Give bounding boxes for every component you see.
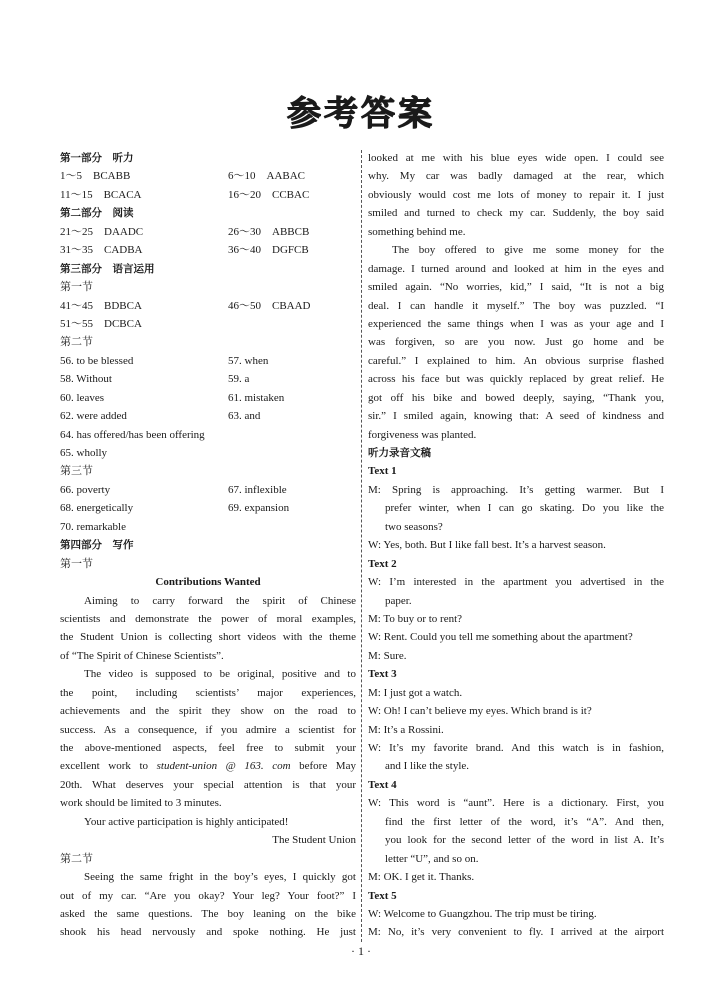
story-line: out of my car. “Are you okay? Your leg? Your foot?” I [60,889,356,902]
answer-row [60,167,356,185]
story-line: asked the same questions. The boy leaning on the bike [60,907,356,920]
dialogue-line: W: Oh! I can’t believe my eyes. Which brand is it? [368,705,592,718]
essay-line: achievements and the spirit they show on the road to [60,705,356,718]
section-heading: 第四部分 写作 [60,539,134,552]
answer-row [60,499,356,517]
answer-row [60,297,356,315]
dialogue-line: M: To buy or to rent? [368,612,463,625]
essay-signature: The Student Union [272,834,356,847]
story-line: sir.” I smiled again, knowing that: A seed of kindness and [368,410,664,423]
dialogue-line: letter “U”, and so on. [385,852,479,865]
dialogue-line: M: Spring is approaching. It’s getting warmer. But I [368,483,664,496]
story-line: forgiveness was planted. [368,428,477,441]
dialogue-line: W: Yes, both. But I like fall best. It’s a harvest season. [368,539,606,552]
answer-cell: 59. a [228,373,250,386]
subsection-heading: 第三节 [60,465,93,478]
page-number: · 1 · [351,944,371,958]
answer-row [60,241,356,259]
essay-text: before May [290,760,356,773]
answer-row: 51～55 DCBCA [60,317,142,330]
section-heading: 听力录音文稿 [368,447,431,459]
answer-cell: 11～15 BCACA [60,188,142,201]
dialogue-line: M: OK. I get it. Thanks. [368,871,475,884]
dialogue-line: M: Sure. [368,649,407,662]
answer-cell: 31～35 CADBA [60,244,143,257]
left-column [60,149,356,942]
answer-cell: 67. inflexible [228,483,287,496]
section-heading: 第一部分 听力 [60,152,134,164]
dialogue-line: prefer winter, when I can go skating. Do you like the [385,502,664,515]
email-address: student-union @ 163. com [156,760,291,773]
answer-row [60,370,356,388]
answer-cell: 63. and [228,410,261,423]
story-line: experienced the same things when I was as your age and I [368,317,664,330]
story-line: deal. I can handle it myself.” The boy was puzzled. “I [368,299,664,312]
dialogue-line: M: I just got a watch. [368,686,463,699]
story-line: smiled again. “No worries, kid,” I said, “It is not a big [368,281,664,294]
page-title: 参考答案 [287,94,435,134]
dialogue-line: paper. [385,594,412,607]
story-line: smiled and turned to check my car. Suddenly, the boy said [368,207,664,220]
answer-cell: 68. energetically [60,502,134,515]
dialogue-line: you look for the second letter of the word in list A. It’s [385,834,664,847]
story-line: careful.” I explained to him. An obvious surprise flashed [368,354,664,367]
answer-cell: 69. expansion [228,502,290,515]
subsection-heading: 第一节 [60,557,93,570]
text-label: Text 2 [368,557,397,570]
answer-cell: 41～45 BDBCA [60,299,142,312]
essay-line: Aiming to carry forward the spirit of Chinese [84,594,356,607]
story-line: was forgiven, so are you now. Just go home and be [368,336,664,349]
answer-row [60,352,356,370]
dialogue-line: two seasons? [385,520,443,533]
essay-line: the point, including scientists’ major experiences, [60,686,356,699]
answer-row: 70. remarkable [60,520,126,533]
essay-line: success. As a consequence, if you admire a scientist for [60,723,356,736]
essay-line: scientists and demonstrate the power of moral examples, [60,612,356,625]
essay-closing: Your active participation is highly anticipated! [84,815,289,828]
story-line: Seeing the same fright in the boy’s eyes, I quickly got [84,871,356,884]
dialogue-line: W: It’s my favorite brand. And this watch is in fashion, [368,742,664,754]
story-line: something behind me. [368,225,466,238]
essay-line: work should be limited to 3 minutes. [60,797,222,810]
dialogue-line: M: No, it’s very convenient to fly. I arrived at the airport [368,926,664,939]
answer-cell: 46～50 CBAAD [228,299,311,312]
answer-cell: 58. Without [60,373,112,386]
dialogue-line: find the first letter of the word, it’s “A”. And then, [385,815,664,828]
answer-cell: 1～5 BCABB [60,170,131,183]
answer-row: 65. wholly [60,447,108,459]
answer-cell: 56. to be blessed [60,354,134,367]
essay-line: of “The Spirit of Chinese Scientists”. [60,649,224,662]
answer-cell: 16～20 CCBAC [228,188,310,201]
text-label: Text 3 [368,668,397,681]
answer-row [60,186,356,204]
text-label: Text 1 [368,465,397,478]
answer-row [60,223,356,241]
essay-title: Contributions Wanted [155,576,261,589]
essay-line [60,757,356,775]
text-label: Text 5 [368,889,397,902]
story-line: obviously would cost me lots of money to repair it. I just [368,188,664,201]
subsection-heading: 第二节 [60,336,93,349]
answer-row [60,407,356,425]
story-line: damage. I turned around and looked at him in the eyes and [368,262,664,275]
story-line: The boy offered to give me some money for the [392,244,664,257]
story-line: shook his head nervously and spoke nothing. He just [60,926,356,939]
dialogue-line: W: Rent. Could you tell me something about the apartment? [368,631,633,644]
answer-cell: 6～10 AABAC [228,170,306,183]
answer-cell: 26～30 ABBCB [228,225,310,238]
answer-cell: 36～40 DGFCB [228,244,309,257]
story-line: looked at me with his blue eyes wide open. I could see [368,152,664,164]
dialogue-line: W: Welcome to Guangzhou. The trip must be tiring. [368,907,597,920]
essay-line: 20th. What deserves your special attention is that your [60,778,356,791]
essay-line: The video is supposed to be original, positive and to [84,668,356,681]
answer-row: 64. has offered/has been offering [60,428,205,441]
text-label: Text 4 [368,778,397,791]
right-column [368,149,664,942]
story-line: why. My car was badly damaged at the rear, which [368,170,664,183]
essay-line: the above-mentioned aspects, feel free to submit your [60,742,356,754]
subsection-heading: 第一节 [60,281,93,294]
answer-row [60,481,356,499]
section-heading: 第三部分 语言运用 [60,262,155,275]
section-heading: 第二部分 阅读 [60,207,134,220]
answer-cell: 57. when [228,354,269,367]
dialogue-line: M: It’s a Rossini. [368,723,444,736]
answer-row [60,389,356,407]
story-line: got off his bike and bowed deeply, saying, “Thank you, [368,391,664,404]
column-divider [361,150,362,942]
subsection-heading: 第二节 [60,852,93,865]
dialogue-line: W: I’m interested in the apartment you advertised in the [368,576,664,589]
answer-cell: 60. leaves [60,391,104,404]
answer-cell: 21～25 DAADC [60,225,144,238]
answer-cell: 62. were added [60,410,127,423]
story-line: across his face but was quickly replaced by great relief. He [368,373,664,386]
dialogue-line: W: This word is “aunt”. Here is a dictionary. First, you [368,797,664,810]
essay-text: excellent work to [60,760,157,773]
essay-line: the Student Union is collecting short videos with the theme [60,631,356,644]
answer-cell: 66. poverty [60,483,111,496]
dialogue-line: and I like the style. [385,760,470,773]
answer-cell: 61. mistaken [228,391,285,404]
